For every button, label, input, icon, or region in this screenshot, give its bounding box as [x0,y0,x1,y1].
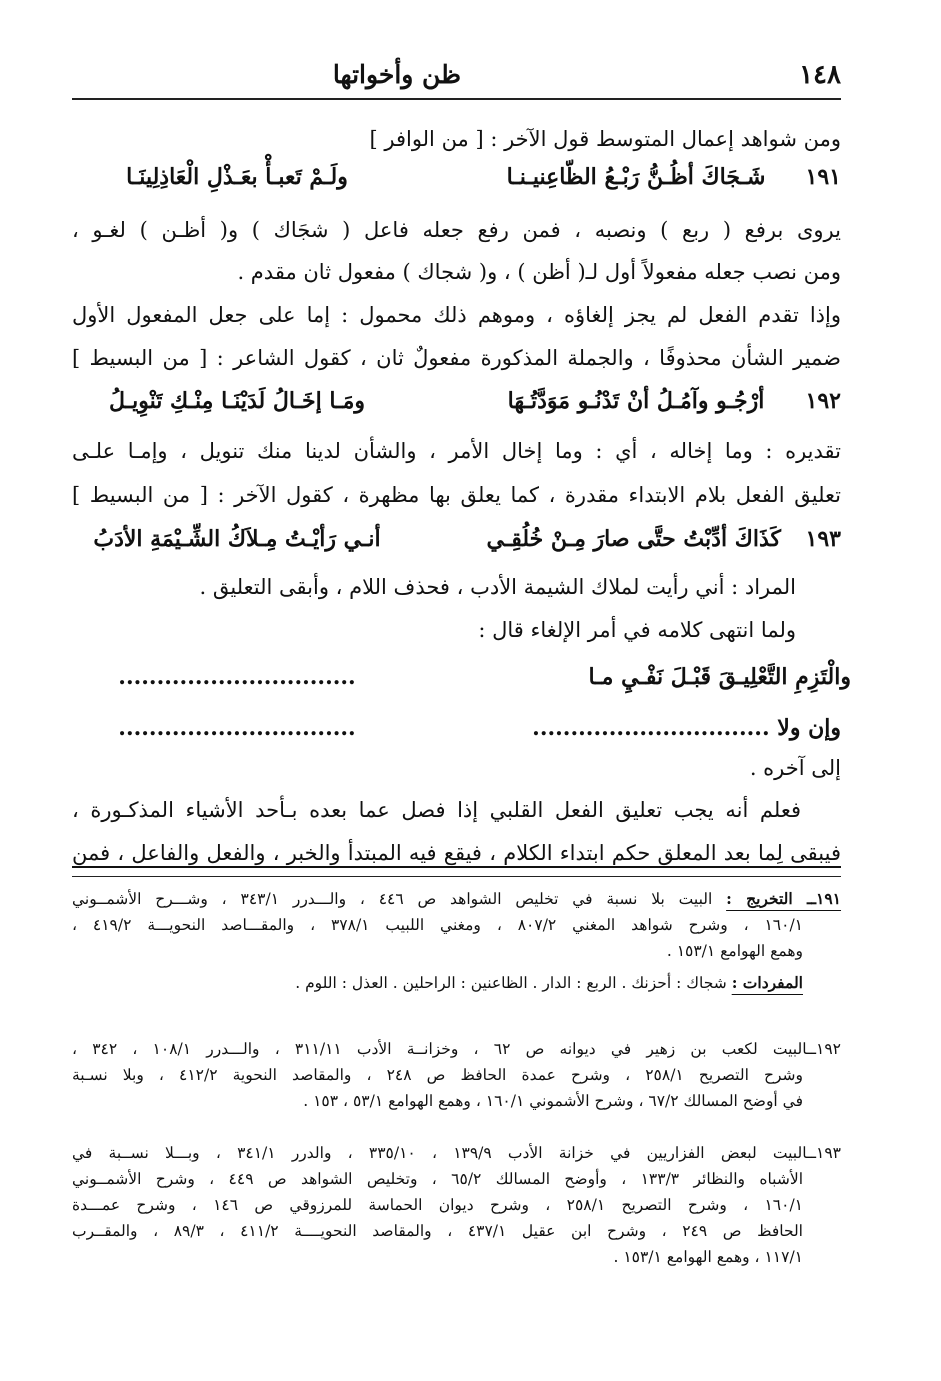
running-header [72,58,841,100]
paragraph-line: إلى آخره . [749,756,841,780]
paragraph-line: ومن نصب جعله مفعولاً أول لـ( أظن ) ، و( شجاك ) مفعول ثان مقدم . [237,260,841,284]
paragraph-line: فيبقى لِما بعد المعلق حكم ابتداء الكلام ، فيقع فيه المبتدأ والخبر ، والفعل والفاعل ، فمن [72,841,841,865]
footnote-line [72,886,841,912]
footnote-separator [72,876,841,877]
footnote-line: الحافظ ص ٢٤٩ ، وشرح ابن عقيل ٤٣٧/١ ، والمقاصد النحويــــة ٤١١/٢ ، ٨٩/٣ ، والمقــرب [72,1222,803,1240]
footnote-line: الأشباه والنظائر ١٣٣/٣ ، وأوضح المسالك ٦٥/٢ ، وتخليص الشواهد ص ٤٤٩ ، وشرح الأشمــوني [72,1170,803,1188]
chapter-title: ظن وأخواتها [332,60,461,89]
paragraph-line: ضمير الشأن محذوفًا ، والجملة المذكورة مفعولٌ ثان ، كقول الشاعر : [ من البسيط ] [72,346,841,370]
verse-second-hemistich: ولَـمْ تَعبـأْ بعَـذْلِ الْعَاذِلِينَـا [126,164,348,190]
alfiya-second-half: ............................... [118,715,356,741]
alfiya-verse-line [72,715,841,749]
alfiya-first-half: وإن ولا ............................... [532,715,841,741]
footnote-text: البيت لكعب بن زهير في ديوانه ص ٦٢ ، وخزانــة الأدب ٣١١/١١ ، والـــدرر ١٠٨/١ ، ٣٤٢ ، [72,1040,807,1058]
footnote-line: ١٦٠/١ ، وشرح التصريح ٢٥٨/١ ، وشرح ديوان الحماسة للمرزوقي ص ١٤٦ ، وشرح عمـــدة [72,1196,804,1214]
verse-second-hemistich: أنـي رَأيْـتُ مِـلاَكُ الشِّـيْمَةِ الأدَبُ [93,526,381,552]
paragraph-line: وإذا تقدم الفعل لم يجز إلغاؤه ، وموهم ذلك محمول : إما على جعل المفعول الأول [72,303,841,327]
footnote-label: ١٩١ــ التخريج : [726,889,842,908]
verse-192 [72,388,841,422]
footnote-line: وشرح التصريح ٢٥٨/١ ، وشرح عمدة الحافظ ص ٢٤٨ ، والمقاصد النحوية ٤١٢/٢ ، وبلا نسـبة [72,1066,803,1084]
paragraph-line: يروى برفع ( ربع ) ونصبه ، فمن رفع جعله فاعل ( شجَاك ) و( أظـن ) لغـو ، [72,218,841,242]
verse-191 [72,164,841,198]
paragraph-line: ومن شواهد إعمال المتوسط قول الآخر : [ من الوافر ] [369,127,841,151]
footnote-191 [72,886,841,996]
paragraph-line: تعليق الفعل بلام الابتداء مقدرة ، كما يعلق بها مظهرة ، كقول الآخر : [ من البسيط ] [72,483,841,507]
footnote-line: ١٦٠/١ ، وشرح شواهد المغني ٨٠٧/٢ ، ومغني اللبيب ٣٧٨/١ ، والمقـــاصد النحويـــة ٤١٩/٢ ، [72,916,804,934]
verse-number: ١٩١ [805,164,841,190]
paragraph-line: فعلم أنه يجب تعليق الفعل القلبي إذا فصل عما بعده بـأحد الأشياء المذكـورة ، [72,798,801,822]
paragraph-line: المراد : أني رأيت لملاك الشيمة الأدب ، فحذف اللام ، وأبقى التعليق . [199,575,796,599]
verse-number: ١٩٢ [805,388,841,414]
paragraph-line: ولما انتهى كلامه في أمر الإلغاء قال : [478,618,796,642]
footnote-label: ١٩٣ــ [806,1144,842,1162]
alfiya-second-half: ............................... [118,664,356,690]
footnote-text: البيت بلا نسبة في تخليص الشواهد ص ٤٤٦ ، والـــدرر ٣٤٣/١ ، وشـــرح الأشمــوني [72,890,713,908]
page-number: ١٤٨ [799,60,841,90]
verse-first-hemistich: شَـجَاكَ أظُـنُّ رَبْـعُ الظّاعِنيـنـا [506,164,766,190]
verse-number: ١٩٣ [805,526,841,552]
paragraph-line: تقديره : وما إخاله ، أي : وما إخال الأمر ، والشأن لدينا منك تنويل ، وإمـا علـى [72,439,841,463]
verse-first-hemistich: كَذَاكَ أدِّبْتُ حتَّى صارَ مِـنْ خُلُقِـي [486,526,781,552]
footnote-text: شجاك : أحزنك . الربع : الدار . الظاعنين : الراحلين . العذل : اللوم . [295,974,727,992]
footnote-label: ١٩٢ــ [806,1040,841,1058]
footnote-line: وهمع الهوامع ١٥٣/١ . [666,942,803,960]
verse-second-hemistich: ومَـا إخَـالُ لَدَيْنَـا مِنْـكِ تَنْوِيـلُ [109,388,365,414]
footnote-line [72,1036,841,1062]
footnote-line [72,1140,841,1166]
verse-first-hemistich: أرْجُـو وآمُـلُ أنْ تَدْنُـو مَوَدَّتُـهَا [507,388,765,414]
footnote-line: ١١٧/١ ، وهمع الهوامع ١٥٣/١ . [613,1248,803,1266]
verse-193 [72,526,841,560]
footnote-label: المفردات : [731,973,803,992]
alfiya-verse-line [72,664,851,698]
footnote-text: البيت لبعض الفزاريين في خزانة الأدب ١٣٩/٩ ، ٣٣٥/١٠ ، والدرر ٣٤١/١ ، وبـــلا نســبة في [72,1144,807,1162]
alfiya-first-half: والْتَزِمِ التَّعْلِيـقَ قَبْـلَ نَفْـيِ مـا [588,664,851,690]
footnote-193 [72,1140,841,1270]
footnote-192 [72,1036,841,1114]
footnote-line [72,970,841,996]
footnote-line: في أوضح المسالك ٦٧/٢ ، وشرح الأشموني ١٦٠/١ ، وهمع الهوامع ٥٣/١ ، ١٥٣ . [303,1092,803,1110]
